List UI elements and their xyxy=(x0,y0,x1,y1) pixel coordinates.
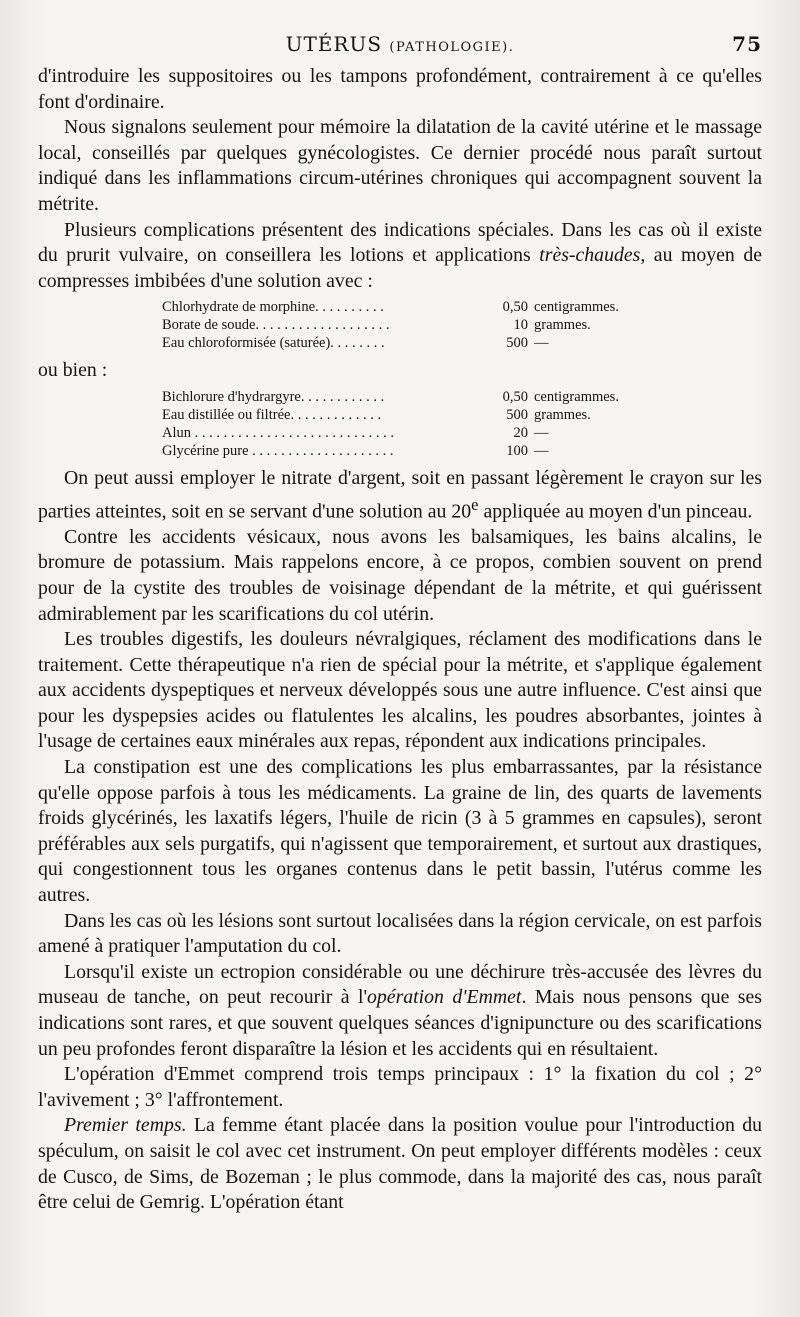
ingredient: Alun . . . . . . . . . . . . . . . . . . . . . . . . . . . . xyxy=(162,424,394,441)
paragraph-text: On peut aussi employer le nitrate d'argent, soit en passant légèrement le crayon sur les parties atteintes, soit en se servant d'une solution au 20 xyxy=(38,466,762,523)
paragraph-text: . Mais nous pensons que ses indications sont rares, et que souvent quelques séances d'ignipuncture ou des scarifications un peu profondes feront disparaître la lésion et les accidents qui en résultaient. xyxy=(38,986,762,1060)
prescription-row xyxy=(162,298,682,316)
paragraph: La constipation est une des complications les plus embarrassantes, par la résistance qu'elle oppose parfois à tous les médicaments. La graine de lin, des quarts de lavements froids glycérinés, les laxatifs légers, l'huile de ricin (3 à 5 grammes en capsules), seront préférables aux sels purgatifs, qui n'agissent que temporairement, et surtout aux drastiques, qui congestionnent tous les organes contenus dans le petit bassin, l'utérus comme les autres. xyxy=(38,756,762,907)
prescription-row xyxy=(162,388,682,406)
unit: — xyxy=(534,424,549,441)
paragraph: d'introduire les suppositoires ou les tampons profondément, contrairement à ce qu'elles font d'ordinaire. xyxy=(38,65,762,113)
quantity: 500 xyxy=(506,406,528,423)
paragraph: Les troubles digestifs, les douleurs névralgiques, réclament des modifications dans le traitement. Cette thérapeutique n'a rien de spécial pour la métrite, et s'applique également aux accidents dyspeptiques et nerveux développés sous une autre influence. C'est ainsi que pour les dyspepsies acides ou flatulentes les alcalins, les poudres absorbantes, jointes à l'usage de certaines eaux minérales aux repas, répondent aux indications principales. xyxy=(38,628,762,753)
unit: — xyxy=(534,335,549,352)
paragraph: L'opération d'Emmet comprend trois temps principaux : 1° la fixation du col ; 2° l'avivement ; 3° l'affrontement. xyxy=(38,1063,762,1111)
running-title-sub: (PATHOLOGIE). xyxy=(389,40,515,55)
emphasis: Premier temps. xyxy=(64,1114,187,1137)
prescription-row xyxy=(162,424,682,442)
emphasis: opération d'Emmet xyxy=(367,986,522,1009)
paragraph xyxy=(38,466,762,525)
paragraph-text: , au moyen de compresses imbibées d'une solution avec : xyxy=(38,244,763,292)
ingredient: Chlorhydrate de morphine. . . . . . . . . . xyxy=(162,299,384,316)
ingredient: Glycérine pure . . . . . . . . . . . . . . . . . . . . xyxy=(162,442,394,459)
paragraph-text: appliquée au moyen d'un pinceau. xyxy=(478,500,753,523)
unit: centigrammes. xyxy=(534,388,619,405)
quantity: 0,50 xyxy=(502,299,528,316)
unit: — xyxy=(534,442,549,459)
ingredient: Eau chloroformisée (saturée). . . . . . . . xyxy=(162,335,385,352)
unit: grammes. xyxy=(534,317,591,334)
paragraph-text: Plusieurs complications présentent des indications spéciales. Dans les cas où il existe du prurit vulvaire, on conseillera les lotions et applications xyxy=(38,218,762,267)
quantity: 100 xyxy=(506,442,528,459)
superscript: e xyxy=(471,494,479,514)
paragraph-text: Lorsqu'il existe un ectropion considérable ou une déchirure très-accusée des lèvres du museau de tanche, on peut recourir à l' xyxy=(38,960,762,1009)
ou-bien-label: ou bien : xyxy=(38,359,108,382)
ingredient: Bichlorure d'hydrargyre. . . . . . . . . . . . xyxy=(162,388,385,405)
quantity: 0,50 xyxy=(502,388,528,405)
prescription-row xyxy=(162,316,682,334)
prescription-2 xyxy=(162,388,682,460)
page-number: 75 xyxy=(732,32,762,56)
body-text xyxy=(38,64,762,1216)
quantity: 20 xyxy=(513,424,528,441)
paragraph: Nous signalons seulement pour mémoire la dilatation de la cavité utérine et le massage local, conseillés par quelques gynécologistes. Ce dernier procédé nous paraît surtout indiqué dans les inflammations circum-utérines chroniques qui accompagnent souvent la métrite. xyxy=(38,116,762,215)
emphasis: très-chaudes xyxy=(539,244,641,267)
paragraph: Dans les cas où les lésions sont surtout localisées dans la région cervicale, on est parfois amené à pratiquer l'amputation du col. xyxy=(38,909,762,958)
prescription-row xyxy=(162,442,682,460)
paragraph-text: La femme étant placée dans la position voulue pour l'introduction du spéculum, on saisit le col avec cet instrument. On peut employer différents modèles : ceux de Cusco, de Sims, de Bozeman ; le plus commode, dans la majorité des cas, nous paraît être celui de Gemrig. L'opération étant xyxy=(38,1114,762,1214)
ingredient: Borate de soude. . . . . . . . . . . . . . . . . . . xyxy=(162,317,390,334)
quantity: 500 xyxy=(506,335,528,352)
running-title xyxy=(286,28,515,56)
running-title-main: UTÉRUS xyxy=(285,32,383,56)
running-head xyxy=(38,28,762,64)
prescription-row xyxy=(162,406,682,424)
prescription-1 xyxy=(162,298,682,352)
prescription-row xyxy=(162,334,682,352)
unit: centigrammes. xyxy=(534,299,619,316)
unit: grammes. xyxy=(534,406,591,423)
paragraph xyxy=(38,218,762,295)
ingredient: Eau distillée ou filtrée. . . . . . . . . . . . . xyxy=(162,406,382,423)
paragraph xyxy=(38,1113,762,1215)
quantity: 10 xyxy=(513,317,528,334)
paragraph: Contre les accidents vésicaux, nous avons les balsamiques, les bains alcalins, le bromure de potassium. Mais rappelons encore, à ce propos, combien souvent on prend pour de la cystite des troubles de voisinage dépendant de la métrite, et qui guérissent admirablement par les scarifications du col utérin. xyxy=(38,525,762,625)
paragraph xyxy=(38,960,762,1062)
